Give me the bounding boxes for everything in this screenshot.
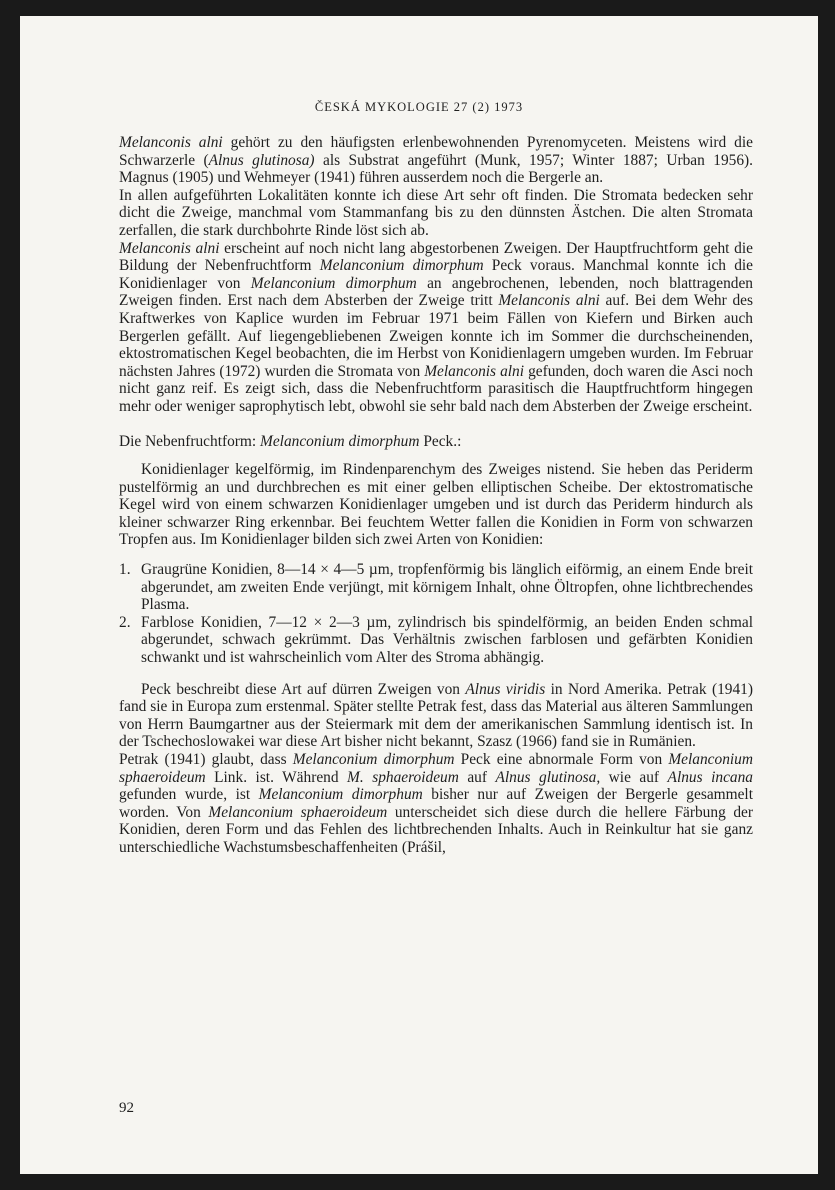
scanned-page [20,16,818,1174]
taxon-name: Melanconium dimorphum [260,432,420,450]
paragraph-2: In allen aufgeführten Lokalitäten konnte ich diese Art sehr oft finden. Die Stromata bedecken sehr dicht die Zweige, manchmal vom Stammanfang bis zu den dünnsten Ästchen. Die alten Stromata zerfallen, die stark durchbohrte Rinde löst sich ab. [119,186,753,239]
taxon-name: Melanconium dimorphum [319,257,484,275]
list-item: 2. Farblose Konidien, 7—12 × 2—3 µm, zylindrisch bis spindelförmig, an beiden Enden schmal abgerundet, schwach gekrümmt. Das Verhältnis zwischen farblosen und gefärbten Konidien schwankt und ist wahrscheinlich vom Alter des Stroma abhängig. [119,613,753,667]
conidia-list [119,561,753,667]
taxon-name: M. sphaeroideum [347,768,459,786]
taxon-name: Melanconis alni [424,362,525,380]
taxon-name: Melanconium dimorphum [258,786,423,804]
taxon-name: Alnus incana [667,768,753,786]
taxon-name: Melanconium sphaeroideum [208,803,388,821]
taxon-name: Alnus glutinosa) [208,151,315,169]
running-header: ČESKÁ MYKOLOGIE 27 (2) 1973 [314,100,524,114]
taxon-name: Melanconis alni [119,239,220,257]
taxon-name: Melanconis alni [498,292,600,310]
paragraph-1: Melanconis alni gehört zu den häufigsten erlenbewohnenden Pyrenomyceten. Meistens wird die Schwarzerle (Alnus glutinosa) als Substrat angeführt (Munk, 1957; Winter 1887; Urban 1956). Magnus (1905) und Wehmeyer (1941) führen ausserdem noch die Bergerle an. [119,134,753,187]
list-item: 1. Graugrüne Konidien, 8—14 × 4—5 µm, tropfenförmig bis länglich eiförmig, an einem Ende breit abgerundet, am zweiten Ende verjüngt, mit körnigem Inhalt, ohne Öltropfen, ohne lichtbrechendes Plasma. [119,561,753,614]
paragraph-distribution: Peck beschreibt diese Art auf dürren Zweigen von Alnus viridis in Nord Amerika. Petrak (1941) fand sie in Europa zum erstenmal. Später stellte Petrak fest, dass das Material aus älteren Sammlungen von Herrn Baumgartner aus der Steiermark mit dem der amerikanischen Sammlung identisch ist. In der Tschechoslowakei war diese Art bisher nicht bekannt, Szasz (1966) fand sie in Rumänien. [119,680,753,751]
taxon-name: Melanconium dimorphum [250,274,417,292]
paragraph-description: Konidienlager kegelförmig, im Rindenparenchym des Zweiges nistend. Sie heben das Periderm pustelförmig an und durchbrechen es mit einer gelben elliptischen Scheibe. Der ektostromatische Kegel wird von einem schwarzen Konidienlager umgeben und ist durch das Periderm hindurch als kleiner schwarzer Ring erkennbar. Bei feuchtem Wetter fallen die Konidien in Form von schwarzen Tropfen aus. Im Konidienlager bilden sich zwei Arten von Konidien: [119,461,753,549]
page-number: 92 [119,1100,134,1116]
taxon-name: Melanconium dimorphum [292,751,455,768]
section-heading: Die Nebenfruchtform: Melanconium dimorphum Peck.: [119,432,462,450]
body-text [119,134,753,857]
taxon-name: Alnus viridis [465,680,546,698]
taxon-name: Alnus glutinosa, [495,768,601,786]
taxon-name: Melanconium sphaeroideum [119,751,753,786]
paragraph-3: Melanconis alni erscheint auf noch nicht lang abgestorbenen Zweigen. Der Hauptfruchtform geht die Bildung der Nebenfruchtform Melanconium dimorphum Peck voraus. Manchmal konnte ich die Konidienlager von Melanconium dimorphum an angebrochenen, lebenden, noch blattragenden Zweigen finden. Erst nach dem Absterben der Zweige tritt Melanconis alni auf. Bei dem Wehr des Kraftwerkes von Kaplice wurden im Februar 1971 beim Fällen von Kiefern und Birken auch Bergerlen gefällt. Auf liegengebliebenen Zweigen konnte ich im Sommer die durchscheinenden, ektostromatischen Kegel beobachten, die im Herbst von Konidienlagern umgeben wurden. Im Februar nächsten Jahres (1972) wurden die Stromata von Melanconis alni gefunden, doch waren die Asci noch nicht ganz reif. Es zeigt sich, dass die Nebenfruchtform parasitisch die Hauptfruchtform hingegen mehr oder weniger saprophytisch lebt, obwohl sie sehr bald nach dem Absterben der Zweige erscheint. [119,239,753,415]
paragraph-comparison: Petrak (1941) glaubt, dass Melanconium dimorphum Peck eine abnormale Form von Melanconium sphaeroideum Link. ist. Während M. sphaeroideum auf Alnus glutinosa, wie auf Alnus incana gefunden wurde, ist Melanconium dimorphum bisher nur auf Zweigen der Bergerle gesammelt worden. Von Melanconium sphaeroideum unterscheidet sich diese durch die hellere Färbung der Konidien, deren Form und das Fehlen des lichtbrechenden Inhalts. Auch in Reinkultur hat sie ganz unterschiedliche Wachstumsbeschaffenheiten (Prášil, [119,751,753,856]
taxon-name: Melanconis alni [119,134,223,151]
